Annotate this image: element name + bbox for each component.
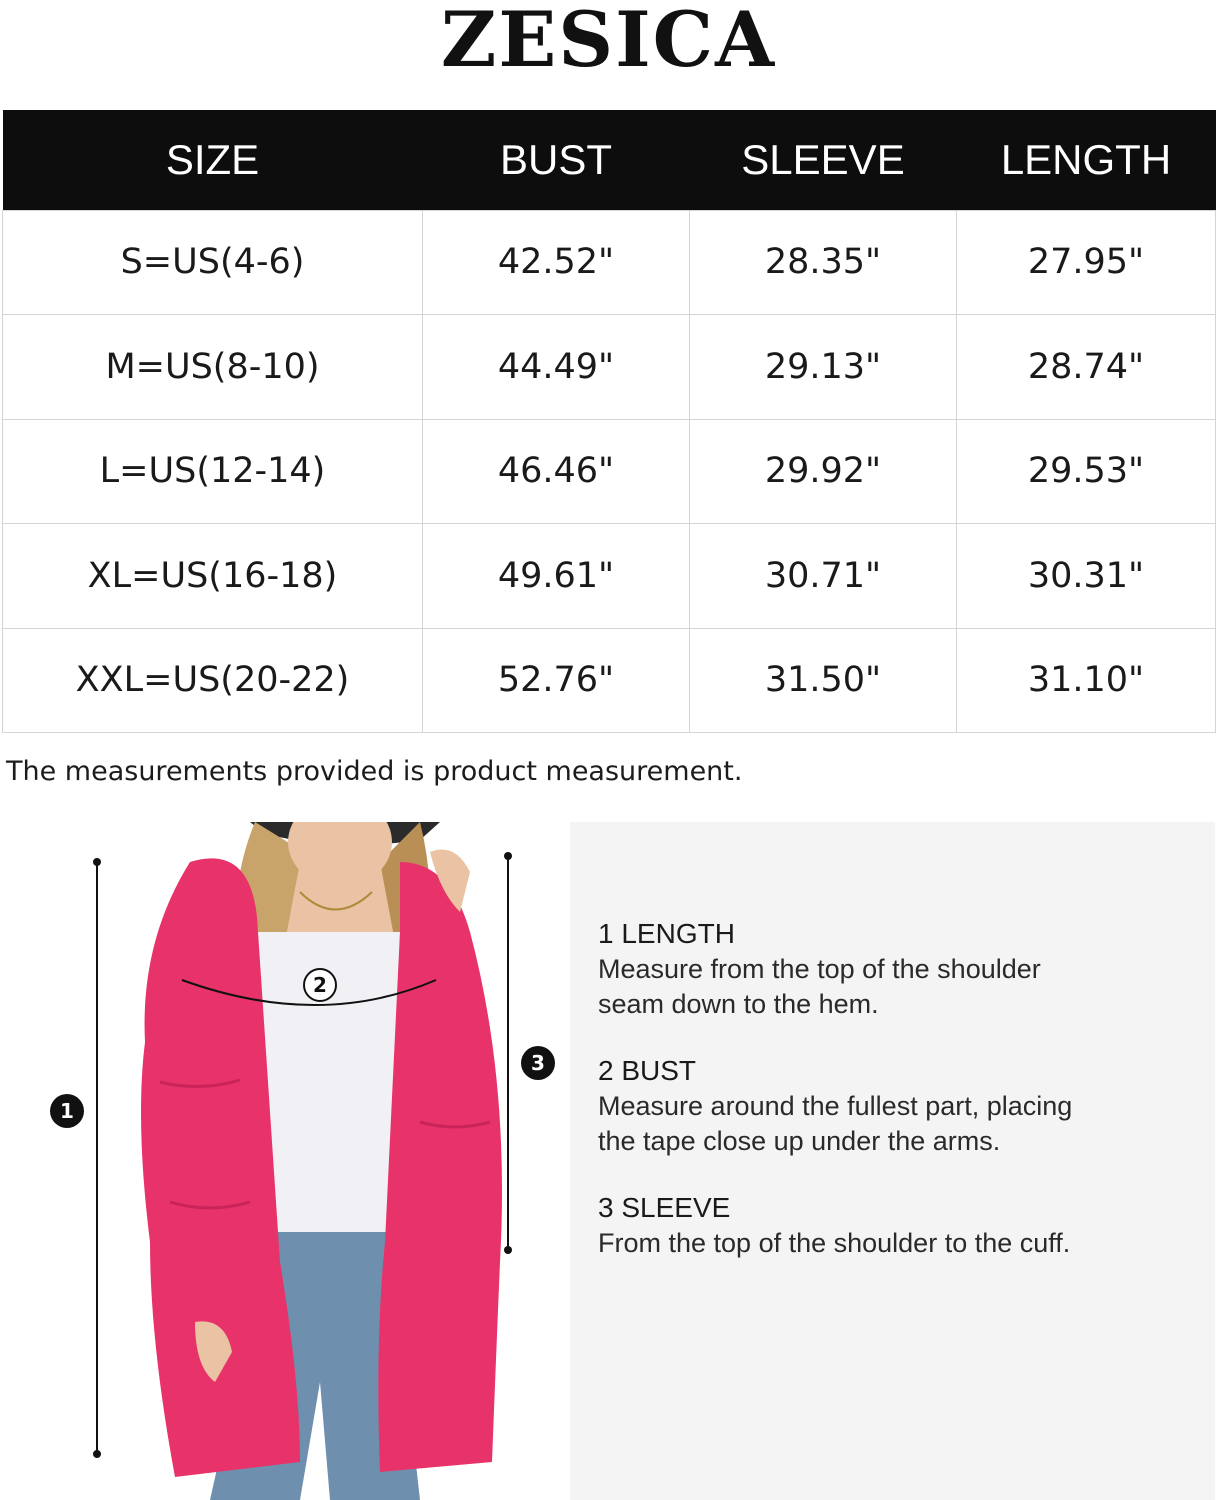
measurement-note: The measurements provided is product measurement.	[6, 756, 743, 787]
bust-cell: 46.46"	[423, 419, 690, 524]
table-row	[3, 210, 1216, 315]
guide-description: Measure around the fullest part, placing	[598, 1091, 1073, 1121]
table-row	[3, 628, 1216, 733]
table-header-row	[3, 110, 1216, 210]
sleeve-cell: 29.92"	[690, 419, 957, 524]
bust-cell: 52.76"	[423, 628, 690, 733]
marker-length: 1	[50, 1094, 84, 1128]
size-cell: XXL=US(20-22)	[3, 628, 423, 733]
size-chart-table	[2, 110, 1216, 733]
length-cell: 30.31"	[957, 524, 1216, 629]
brand-logo: ZESICA	[440, 0, 777, 84]
marker-bust: 2	[303, 968, 337, 1002]
guide-title: 1 LENGTH	[598, 918, 735, 949]
marker-sleeve: 3	[521, 1046, 555, 1080]
length-cell: 29.53"	[957, 419, 1216, 524]
sleeve-cell: 31.50"	[690, 628, 957, 733]
guide-sleeve	[598, 1190, 1198, 1261]
model-photo	[0, 822, 570, 1500]
table-row	[3, 419, 1216, 524]
measurement-guide-panel	[570, 822, 1215, 1500]
guide-title: 2 BUST	[598, 1055, 697, 1086]
size-cell: S=US(4-6)	[3, 210, 423, 315]
sleeve-cell: 29.13"	[690, 315, 957, 420]
header-size: SIZE	[3, 110, 423, 210]
size-cell: XL=US(16-18)	[3, 524, 423, 629]
bust-cell: 42.52"	[423, 210, 690, 315]
bust-cell: 49.61"	[423, 524, 690, 629]
guide-description: the tape close up under the arms.	[598, 1126, 1001, 1156]
guide-description: Measure from the top of the shoulder	[598, 954, 1041, 984]
length-cell: 31.10"	[957, 628, 1216, 733]
table-row	[3, 524, 1216, 629]
size-cell: L=US(12-14)	[3, 419, 423, 524]
header-sleeve: SLEEVE	[690, 110, 957, 210]
guide-description: From the top of the shoulder to the cuff.	[598, 1228, 1071, 1258]
guide-title: 3 SLEEVE	[598, 1192, 731, 1223]
length-cell: 28.74"	[957, 315, 1216, 420]
bust-cell: 44.49"	[423, 315, 690, 420]
header-length: LENGTH	[957, 110, 1216, 210]
guide-length	[598, 916, 1198, 1022]
guide-description: seam down to the hem.	[598, 989, 879, 1019]
table-row	[3, 315, 1216, 420]
sleeve-cell: 30.71"	[690, 524, 957, 629]
cardigan-illustration	[0, 822, 570, 1500]
length-cell: 27.95"	[957, 210, 1216, 315]
sleeve-cell: 28.35"	[690, 210, 957, 315]
guide-bust	[598, 1053, 1198, 1159]
size-cell: M=US(8-10)	[3, 315, 423, 420]
header-bust: BUST	[423, 110, 690, 210]
